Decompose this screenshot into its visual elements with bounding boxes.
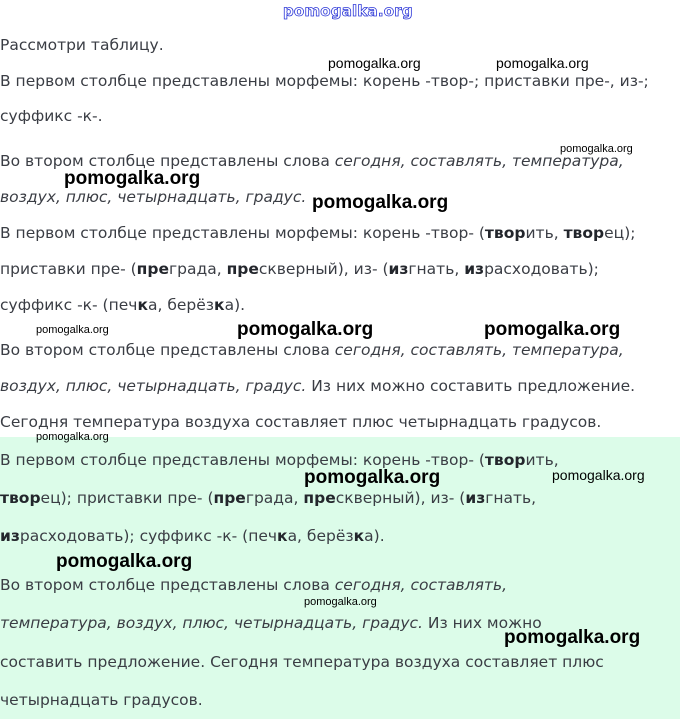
task-col1-line1: В первом столбце представлены морфемы: корень -твор-; приставки пре-, из-; [0, 72, 649, 90]
bold-morpheme: пре [136, 260, 169, 278]
watermark: pomogalka.org [504, 627, 641, 648]
header-watermark: pomogalka.org [283, 2, 413, 20]
text: а, берёз [147, 296, 215, 314]
answer1-line1 [0, 223, 635, 243]
answer2-line7: четырнадцать градусов. [0, 691, 203, 709]
text: В первом столбце представлены морфемы: корень -твор- ( [0, 224, 485, 242]
text: а, берёз [287, 527, 354, 545]
text: гнать, [408, 260, 465, 278]
answer2-line6: составить предложение. Сегодня температура воздуха составляет плюс [0, 653, 604, 671]
bold-morpheme: твор [0, 489, 41, 507]
text: расходовать); [484, 260, 599, 278]
watermark: pomogalka.org [304, 467, 441, 488]
text: Из них можно составить предложение. [306, 377, 636, 395]
italic-words: сегодня, составлять, температура, [334, 341, 624, 359]
bold-morpheme: к [214, 296, 225, 314]
bold-morpheme: твор [484, 451, 526, 469]
answer2-line1 [0, 450, 559, 470]
bold-morpheme: из [465, 489, 486, 507]
italic-words: воздух, плюс, четырнадцать, градус. [0, 377, 307, 395]
bold-morpheme: из [464, 260, 485, 278]
answer1-line2 [0, 259, 599, 279]
answer1-line4 [0, 340, 624, 360]
watermark: pomogalka.org [328, 55, 421, 71]
text: ец); приставки пре- ( [40, 489, 214, 507]
text: ец); [604, 224, 636, 242]
italic-words: сегодня, составлять, [334, 576, 508, 594]
task-col2-line2 [0, 187, 306, 207]
text: а). [224, 296, 246, 314]
watermark: pomogalka.org [312, 192, 449, 213]
text: суффикс -к- (печ [0, 296, 138, 314]
watermark: pomogalka.org [36, 431, 109, 443]
bold-morpheme: пре [226, 260, 259, 278]
answer1-line3 [0, 295, 245, 315]
text: града, [245, 489, 304, 507]
text: Во втором столбце представлены слова [0, 341, 335, 359]
text: ить, [525, 224, 564, 242]
answer2-line5 [0, 613, 542, 633]
watermark: pomogalka.org [36, 324, 109, 336]
watermark: pomogalka.org [56, 551, 193, 572]
bold-morpheme: к [137, 296, 148, 314]
task-col1-line2: суффикс -к-. [0, 107, 103, 125]
text: Во втором столбце представлены слова [0, 576, 335, 594]
text: расходовать); суффикс -к- (печ [19, 527, 278, 545]
watermark: pomogalka.org [64, 168, 201, 189]
text: Во втором столбце представлены слова [0, 152, 335, 170]
answer1-line6: Сегодня температура воздуха составляет плюс четырнадцать градусов. [0, 413, 602, 431]
watermark: pomogalka.org [560, 143, 633, 155]
bold-morpheme: к [277, 527, 288, 545]
text: приставки пре- ( [0, 260, 137, 278]
answer2-line2 [0, 488, 536, 508]
italic-words: температура, воздух, плюс, четырнадцать, градус. [0, 614, 423, 632]
task-intro: Рассмотри таблицу. [0, 36, 164, 54]
watermark: pomogalka.org [237, 319, 374, 340]
italic-words: сегодня, составлять, температура, [334, 152, 624, 170]
text: ить, [525, 451, 559, 469]
answer2-line3 [0, 526, 385, 546]
text: Из них можно [422, 614, 542, 632]
watermark: pomogalka.org [304, 596, 377, 608]
bold-morpheme: к [353, 527, 365, 545]
bold-morpheme: из [0, 527, 20, 545]
text: града, [169, 260, 227, 278]
watermark: pomogalka.org [552, 467, 645, 483]
answer2-line4 [0, 575, 507, 595]
italic-words: воздух, плюс, четырнадцать, градус. [0, 188, 307, 206]
text: скверный), из- ( [258, 260, 389, 278]
bold-morpheme: пре [303, 489, 336, 507]
text: гнать, [485, 489, 537, 507]
answer1-line5 [0, 376, 635, 396]
text: В первом столбце представлены морфемы: корень -твор- ( [0, 451, 485, 469]
watermark: pomogalka.org [484, 319, 621, 340]
bold-morpheme: пре [213, 489, 246, 507]
text: а). [364, 527, 385, 545]
bold-morpheme: из [388, 260, 409, 278]
bold-morpheme: твор [563, 224, 605, 242]
bold-morpheme: твор [484, 224, 526, 242]
text: скверный), из- ( [335, 489, 466, 507]
watermark: pomogalka.org [496, 55, 589, 71]
